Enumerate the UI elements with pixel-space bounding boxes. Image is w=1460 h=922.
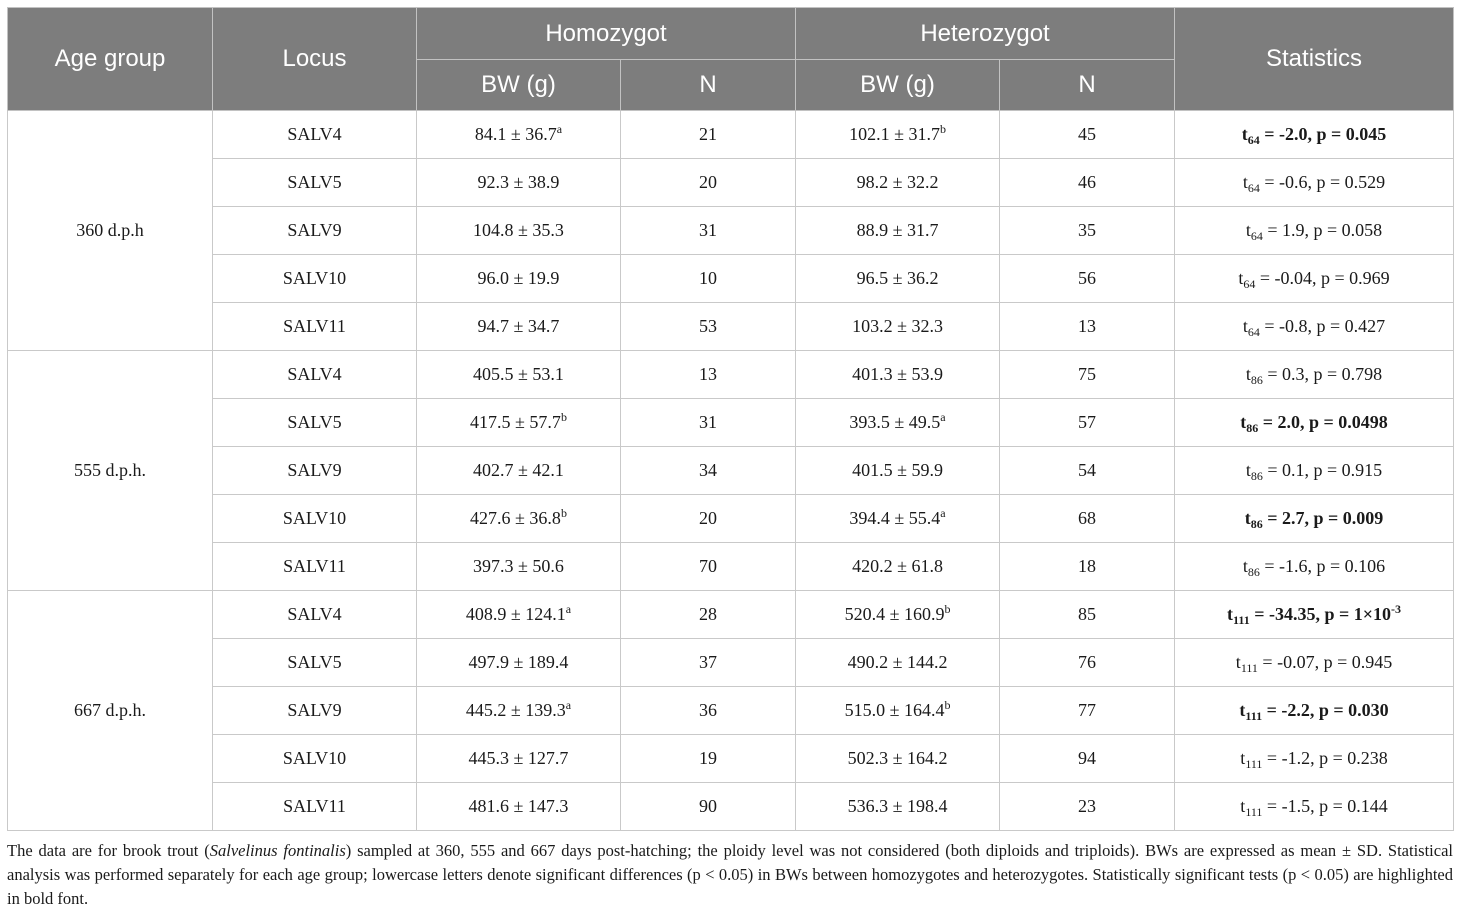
homozygot-n-cell: 70: [621, 543, 796, 591]
header-age-group: Age group: [8, 8, 213, 111]
heterozygot-n-cell: 94: [1000, 735, 1175, 783]
homozygot-bw-value: 84.1 ± 36.7: [474, 124, 557, 144]
table-row: [8, 159, 1454, 207]
heterozygot-n-cell: 46: [1000, 159, 1175, 207]
stat-t: t: [1235, 652, 1241, 672]
heterozygot-n-cell: 35: [1000, 207, 1175, 255]
homozygot-n-cell: 28: [621, 591, 796, 639]
table-row: [8, 735, 1454, 783]
homozygot-bw-cell: [417, 591, 621, 639]
stat-df: 64: [1243, 277, 1256, 291]
heterozygot-bw-letter: b: [944, 602, 951, 616]
homozygot-bw-cell: [417, 783, 621, 831]
homozygot-bw-value: 92.3 ± 38.9: [477, 172, 560, 192]
homozygot-n-cell: 90: [621, 783, 796, 831]
statistics-cell: [1175, 255, 1454, 303]
stat-df: 111: [1245, 805, 1263, 819]
heterozygot-n-cell: 76: [1000, 639, 1175, 687]
stat-t: t: [1242, 316, 1248, 336]
stat-t: t: [1240, 796, 1246, 816]
stat-df: 86: [1250, 517, 1263, 531]
stat-values: = -1.5, p = 0.144: [1262, 796, 1388, 816]
statistics-cell: [1175, 495, 1454, 543]
table-header: [8, 8, 1454, 111]
homozygot-bw-value: 445.3 ± 127.7: [468, 748, 569, 768]
stat-t: t: [1238, 268, 1244, 288]
stat-t: t: [1245, 364, 1251, 384]
stat-t: t: [1242, 172, 1248, 192]
stat-df: 86: [1250, 373, 1263, 387]
heterozygot-bw-cell: [796, 447, 1000, 495]
homozygot-n-cell: 34: [621, 447, 796, 495]
table-row: [8, 351, 1454, 399]
homozygot-n-cell: 20: [621, 159, 796, 207]
heterozygot-bw-cell: [796, 639, 1000, 687]
stat-t: t: [1245, 460, 1251, 480]
stat-df: 86: [1250, 469, 1263, 483]
locus-cell: SALV4: [213, 111, 417, 159]
heterozygot-bw-cell: [796, 591, 1000, 639]
heterozygot-bw-value: 102.1 ± 31.7: [849, 124, 940, 144]
homozygot-bw-value: 497.9 ± 189.4: [468, 652, 569, 672]
heterozygot-n-cell: 57: [1000, 399, 1175, 447]
stat-df: 86: [1247, 565, 1260, 579]
heterozygot-bw-value: 103.2 ± 32.3: [852, 316, 943, 336]
homozygot-n-cell: 36: [621, 687, 796, 735]
homozygot-n-cell: 31: [621, 399, 796, 447]
table-row: [8, 207, 1454, 255]
heterozygot-bw-cell: [796, 255, 1000, 303]
homozygot-n-cell: 13: [621, 351, 796, 399]
table-row: [8, 639, 1454, 687]
homozygot-bw-cell: [417, 447, 621, 495]
table-row: [8, 783, 1454, 831]
header-homozygot: Homozygot: [417, 8, 796, 60]
heterozygot-n-cell: 77: [1000, 687, 1175, 735]
homozygot-bw-value: 96.0 ± 19.9: [477, 268, 560, 288]
statistics-cell: [1175, 447, 1454, 495]
homozygot-n-cell: 20: [621, 495, 796, 543]
statistics-cell: [1175, 303, 1454, 351]
heterozygot-n-cell: 56: [1000, 255, 1175, 303]
header-heterozygot-bw: BW (g): [796, 60, 1000, 111]
heterozygot-bw-value: 515.0 ± 164.4: [844, 700, 945, 720]
homozygot-bw-letter: b: [560, 506, 567, 520]
table-body: [8, 111, 1454, 831]
heterozygot-bw-letter: b: [939, 122, 946, 136]
homozygot-bw-cell: [417, 735, 621, 783]
locus-cell: SALV11: [213, 303, 417, 351]
stat-df: 64: [1250, 229, 1263, 243]
locus-cell: SALV10: [213, 495, 417, 543]
statistics-cell: [1175, 351, 1454, 399]
stat-df: 111: [1245, 757, 1263, 771]
stat-t: t: [1227, 604, 1234, 624]
table-container: [7, 7, 1453, 911]
homozygot-bw-value: 402.7 ± 42.1: [473, 460, 564, 480]
locus-cell: SALV9: [213, 447, 417, 495]
stat-values: = -34.35, p = 1×10: [1249, 604, 1391, 624]
locus-cell: SALV4: [213, 591, 417, 639]
homozygot-bw-value: 104.8 ± 35.3: [473, 220, 564, 240]
homozygot-bw-cell: [417, 159, 621, 207]
statistics-cell: [1175, 687, 1454, 735]
heterozygot-bw-value: 420.2 ± 61.8: [852, 556, 943, 576]
statistics-cell: [1175, 639, 1454, 687]
heterozygot-bw-cell: [796, 351, 1000, 399]
stat-t: t: [1239, 700, 1246, 720]
heterozygot-bw-cell: [796, 159, 1000, 207]
locus-cell: SALV10: [213, 255, 417, 303]
heterozygot-bw-cell: [796, 303, 1000, 351]
homozygot-bw-cell: [417, 351, 621, 399]
heterozygot-bw-value: 520.4 ± 160.9: [844, 604, 945, 624]
locus-cell: SALV5: [213, 399, 417, 447]
homozygot-bw-value: 408.9 ± 124.1: [465, 604, 566, 624]
locus-cell: SALV5: [213, 639, 417, 687]
heterozygot-n-cell: 13: [1000, 303, 1175, 351]
stat-df: 111: [1233, 613, 1250, 627]
heterozygot-bw-letter: a: [940, 410, 946, 424]
homozygot-bw-value: 94.7 ± 34.7: [477, 316, 560, 336]
body-weight-table: [7, 7, 1454, 831]
heterozygot-n-cell: 75: [1000, 351, 1175, 399]
heterozygot-n-cell: 45: [1000, 111, 1175, 159]
homozygot-n-cell: 31: [621, 207, 796, 255]
heterozygot-bw-value: 393.5 ± 49.5: [849, 412, 941, 432]
table-row: [8, 687, 1454, 735]
heterozygot-n-cell: 18: [1000, 543, 1175, 591]
stat-t: t: [1245, 220, 1251, 240]
heterozygot-bw-cell: [796, 687, 1000, 735]
homozygot-bw-letter: a: [565, 602, 572, 616]
heterozygot-bw-value: 98.2 ± 32.2: [856, 172, 939, 192]
locus-cell: SALV5: [213, 159, 417, 207]
homozygot-bw-value: 481.6 ± 147.3: [468, 796, 569, 816]
locus-cell: SALV4: [213, 351, 417, 399]
footnote-text-end: ) sampled at 360, 555 and 667 days post-hatching; the ploidy level was not considered (both diploids and triploids). BWs are expressed as mean ± SD. Statistical analysis was performed separately for each age group; lowercase letters denote significant differences (p < 0.05) in BWs between homozygotes and heterozygotes. Statistically significant tests (p < 0.05) are highlighted in bold font.: [7, 841, 1453, 908]
homozygot-n-cell: 37: [621, 639, 796, 687]
homozygot-bw-value: 417.5 ± 57.7: [470, 412, 561, 432]
stat-values: = -0.8, p = 0.427: [1259, 316, 1386, 336]
stat-df: 111: [1240, 661, 1258, 675]
homozygot-bw-letter: a: [556, 122, 563, 136]
statistics-cell: [1175, 735, 1454, 783]
homozygot-bw-cell: [417, 543, 621, 591]
homozygot-n-cell: 21: [621, 111, 796, 159]
stat-values: = 0.3, p = 0.798: [1262, 364, 1383, 384]
age-group-cell: 555 d.p.h.: [8, 351, 213, 591]
header-heterozygot: Heterozygot: [796, 8, 1175, 60]
stat-t: t: [1240, 412, 1247, 432]
stat-values: = -2.0, p = 0.045: [1259, 124, 1387, 144]
stat-df: 64: [1247, 325, 1260, 339]
heterozygot-bw-value: 401.5 ± 59.9: [852, 460, 943, 480]
stat-t: t: [1240, 748, 1246, 768]
heterozygot-bw-cell: [796, 543, 1000, 591]
table-row: [8, 111, 1454, 159]
statistics-cell: [1175, 207, 1454, 255]
homozygot-n-cell: 53: [621, 303, 796, 351]
header-locus: Locus: [213, 8, 417, 111]
locus-cell: SALV9: [213, 207, 417, 255]
heterozygot-bw-cell: [796, 207, 1000, 255]
stat-t: t: [1242, 556, 1248, 576]
stat-t: t: [1244, 508, 1251, 528]
stat-values: = -1.6, p = 0.106: [1259, 556, 1386, 576]
statistics-cell: [1175, 783, 1454, 831]
stat-values: = -0.04, p = 0.969: [1255, 268, 1390, 288]
heterozygot-bw-letter: b: [944, 698, 951, 712]
stat-df: 111: [1245, 709, 1263, 723]
heterozygot-bw-cell: [796, 735, 1000, 783]
homozygot-bw-value: 445.2 ± 139.3: [465, 700, 566, 720]
statistics-cell: [1175, 399, 1454, 447]
stat-values: = 2.7, p = 0.009: [1262, 508, 1384, 528]
stat-df: 64: [1247, 133, 1260, 147]
table-row: [8, 495, 1454, 543]
footnote-text-start: The data are for brook trout (: [7, 841, 210, 860]
heterozygot-bw-letter: a: [940, 506, 946, 520]
homozygot-bw-cell: [417, 399, 621, 447]
header-homozygot-n: N: [621, 60, 796, 111]
table-row: [8, 591, 1454, 639]
homozygot-bw-cell: [417, 495, 621, 543]
homozygot-n-cell: 19: [621, 735, 796, 783]
locus-cell: SALV10: [213, 735, 417, 783]
homozygot-bw-letter: b: [560, 410, 567, 424]
table-row: [8, 399, 1454, 447]
statistics-cell: [1175, 111, 1454, 159]
heterozygot-n-cell: 85: [1000, 591, 1175, 639]
stat-values: = -0.07, p = 0.945: [1257, 652, 1393, 672]
table-row: [8, 543, 1454, 591]
stat-values: = 2.0, p = 0.0498: [1258, 412, 1388, 432]
stat-df: 86: [1246, 421, 1259, 435]
stat-values: = 0.1, p = 0.915: [1262, 460, 1383, 480]
stat-values: = -2.2, p = 0.030: [1262, 700, 1389, 720]
homozygot-bw-value: 405.5 ± 53.1: [473, 364, 564, 384]
stat-exponent: -3: [1391, 602, 1401, 616]
header-heterozygot-n: N: [1000, 60, 1175, 111]
heterozygot-n-cell: 54: [1000, 447, 1175, 495]
stat-values: = -0.6, p = 0.529: [1259, 172, 1386, 192]
age-group-cell: 360 d.p.h: [8, 111, 213, 351]
statistics-cell: [1175, 591, 1454, 639]
locus-cell: SALV11: [213, 783, 417, 831]
homozygot-bw-cell: [417, 207, 621, 255]
homozygot-bw-cell: [417, 255, 621, 303]
heterozygot-bw-cell: [796, 399, 1000, 447]
age-group-cell: 667 d.p.h.: [8, 591, 213, 831]
stat-values: = 1.9, p = 0.058: [1262, 220, 1383, 240]
heterozygot-n-cell: 23: [1000, 783, 1175, 831]
heterozygot-bw-value: 536.3 ± 198.4: [847, 796, 948, 816]
table-row: [8, 255, 1454, 303]
heterozygot-bw-value: 490.2 ± 144.2: [847, 652, 948, 672]
statistics-cell: [1175, 159, 1454, 207]
stat-values: = -1.2, p = 0.238: [1262, 748, 1388, 768]
homozygot-bw-cell: [417, 111, 621, 159]
homozygot-bw-cell: [417, 303, 621, 351]
homozygot-bw-letter: a: [565, 698, 572, 712]
footnote-species: Salvelinus fontinalis: [209, 841, 346, 860]
homozygot-bw-value: 427.6 ± 36.8: [470, 508, 561, 528]
locus-cell: SALV9: [213, 687, 417, 735]
heterozygot-bw-cell: [796, 111, 1000, 159]
homozygot-bw-cell: [417, 687, 621, 735]
heterozygot-bw-cell: [796, 495, 1000, 543]
statistics-cell: [1175, 543, 1454, 591]
heterozygot-bw-value: 394.4 ± 55.4: [849, 508, 941, 528]
homozygot-n-cell: 10: [621, 255, 796, 303]
heterozygot-bw-cell: [796, 783, 1000, 831]
locus-cell: SALV11: [213, 543, 417, 591]
homozygot-bw-cell: [417, 639, 621, 687]
stat-t: t: [1241, 124, 1248, 144]
table-row: [8, 447, 1454, 495]
heterozygot-bw-value: 401.3 ± 53.9: [852, 364, 943, 384]
heterozygot-bw-value: 96.5 ± 36.2: [856, 268, 939, 288]
table-row: [8, 303, 1454, 351]
homozygot-bw-value: 397.3 ± 50.6: [473, 556, 564, 576]
heterozygot-bw-value: 88.9 ± 31.7: [856, 220, 939, 240]
stat-df: 64: [1247, 181, 1260, 195]
heterozygot-n-cell: 68: [1000, 495, 1175, 543]
table-footnote: [7, 839, 1453, 911]
heterozygot-bw-value: 502.3 ± 164.2: [847, 748, 948, 768]
header-homozygot-bw: BW (g): [417, 60, 621, 111]
header-statistics: Statistics: [1175, 8, 1454, 111]
